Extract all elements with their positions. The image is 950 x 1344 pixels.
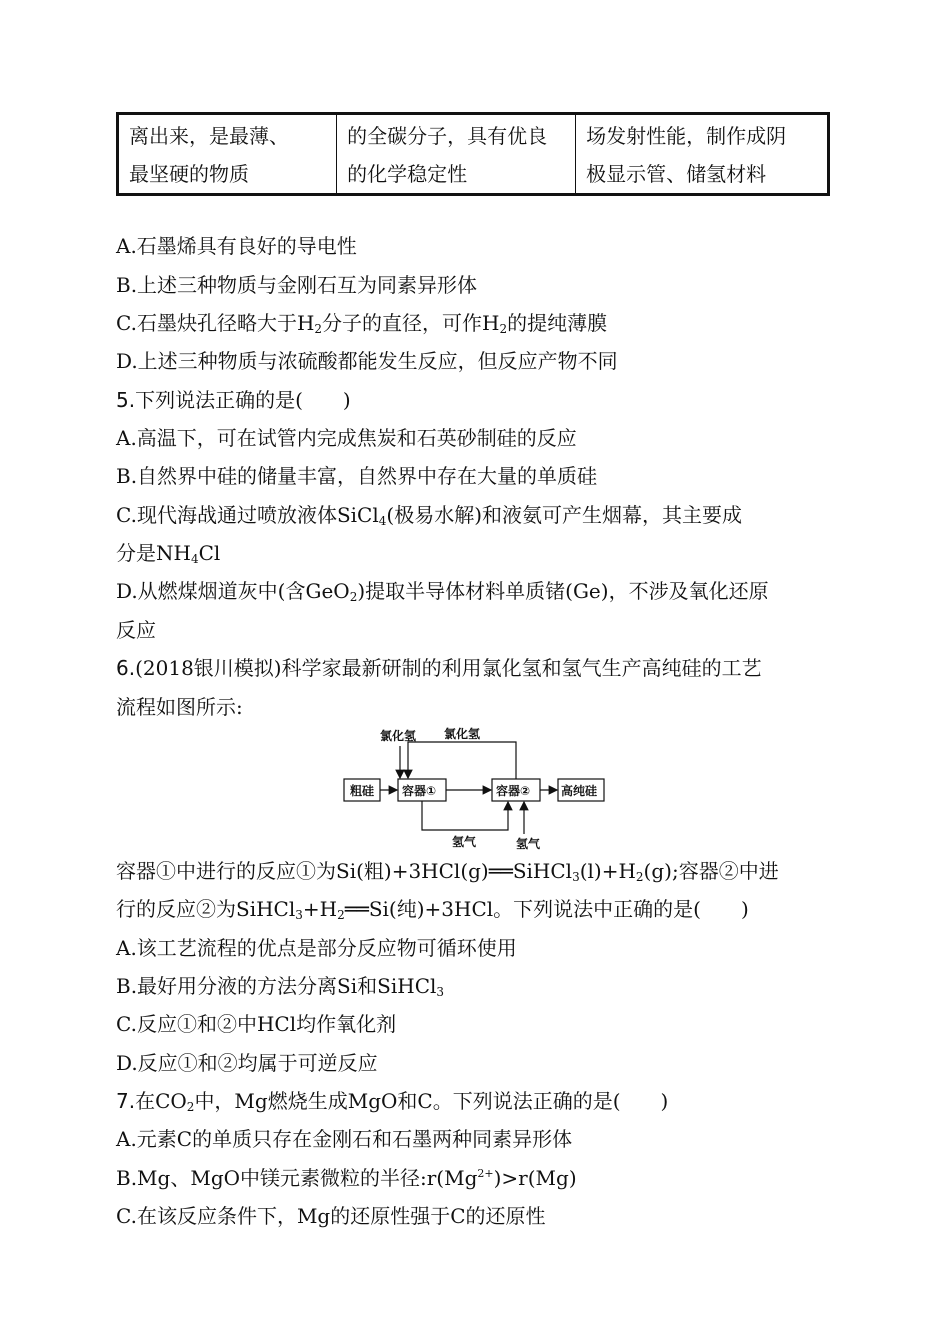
q7-option-b: B.Mg、MgO中镁元素微粒的半径$:r(Mg^{2+})>r(Mg)$ [116,1166,577,1190]
question-number: 7. [116,1089,136,1113]
q6-option-c: C.反应①和②中HCl均作氧化剂 [116,1012,397,1036]
label-h2-loop: 氢气 [452,835,477,849]
label-c2: 容器② [496,784,531,798]
q6-option-d: D.反应①和②均属于可逆反应 [116,1051,378,1075]
q7-stem: 7.在$CO_2$中，Mg燃烧生成MgO和C。下列说法正确的是( ) [116,1089,669,1114]
table-cell: 离出来，是最薄、 最坚硬的物质 [118,114,337,195]
q4-option-a: A.石墨烯具有良好的导电性 [116,234,357,258]
arrow-hcl-loop [408,742,516,779]
q4-option-c: C.石墨炔孔径略大于$H_2$分子的直径，可作$H_2$的提纯薄膜 [116,311,608,336]
question-number: 5. [116,388,136,412]
q6-option-a: A.该工艺流程的优点是部分反应物可循环使用 [116,936,517,960]
q7-option-c: C.在该反应条件下，Mg的还原性强于C的还原性 [116,1204,546,1228]
q5-option-c: C.现代海战通过喷放液体SiCl$_4$(极易水解)和液氨可产生烟幕，其主要成 [116,503,742,528]
property-table [116,112,830,196]
q6-reaction-1: 容器①中进行的反应①为Si(粗)$+3HCl(g)══SiHCl_3(l)+H_2(g)$;容器②中进 [116,859,779,884]
q5-stem: 5.下列说法正确的是( ) [116,388,351,412]
table-cell: 场发射性能，制作成阴 极显示管、储氢材料 [576,114,829,195]
q5-option-d: D.从燃煤烟道灰中(含GeO$_2$)提取半导体材料单质锗(Ge)，不涉及氧化还原 [116,579,769,604]
process-flow-diagram [340,722,630,852]
q5-option-b: B.自然界中硅的储量丰富，自然界中存在大量的单质硅 [116,464,598,488]
q7-option-a: A.元素C的单质只存在金刚石和石墨两种同素异形体 [116,1127,573,1151]
q4-option-b: B.上述三种物质与金刚石互为同素异形体 [116,273,478,297]
q5-option-a: A.高温下，可在试管内完成焦炭和石英砂制硅的反应 [116,426,577,450]
label-hcl-in: 氯化氢 [380,729,417,743]
question-number: 6. [116,656,136,680]
q4-option-d: D.上述三种物质与浓硫酸都能发生反应，但反应产物不同 [116,349,618,373]
q5-option-d-cont: 反应 [116,618,156,642]
arrow-h2-loop [422,801,508,830]
q6-stem-cont: 流程如图所示: [116,695,243,719]
label-pure: 高纯硅 [561,784,598,798]
q6-option-b: B.最好用分液的方法分离Si和SiHCl$_3$ [116,974,445,999]
q6-stem: 6.(2018银川模拟)科学家最新研制的利用氯化氢和氢气生产高纯硅的工艺 [116,656,762,680]
table-row [118,114,829,195]
label-hcl-loop: 氯化氢 [444,727,481,741]
label-h2-in: 氢气 [516,837,541,851]
label-c1: 容器① [402,784,437,798]
table-cell: 的全碳分子，具有优良 的化学稳定性 [337,114,576,195]
label-raw: 粗硅 [350,784,375,798]
q6-reaction-2: 行的反应②为$SiHCl_3+H_2══Si$(纯)+3HCl。下列说法中正确的是( ) [116,897,749,922]
q5-option-c-cont: 分是$NH_4Cl$ [116,541,221,566]
